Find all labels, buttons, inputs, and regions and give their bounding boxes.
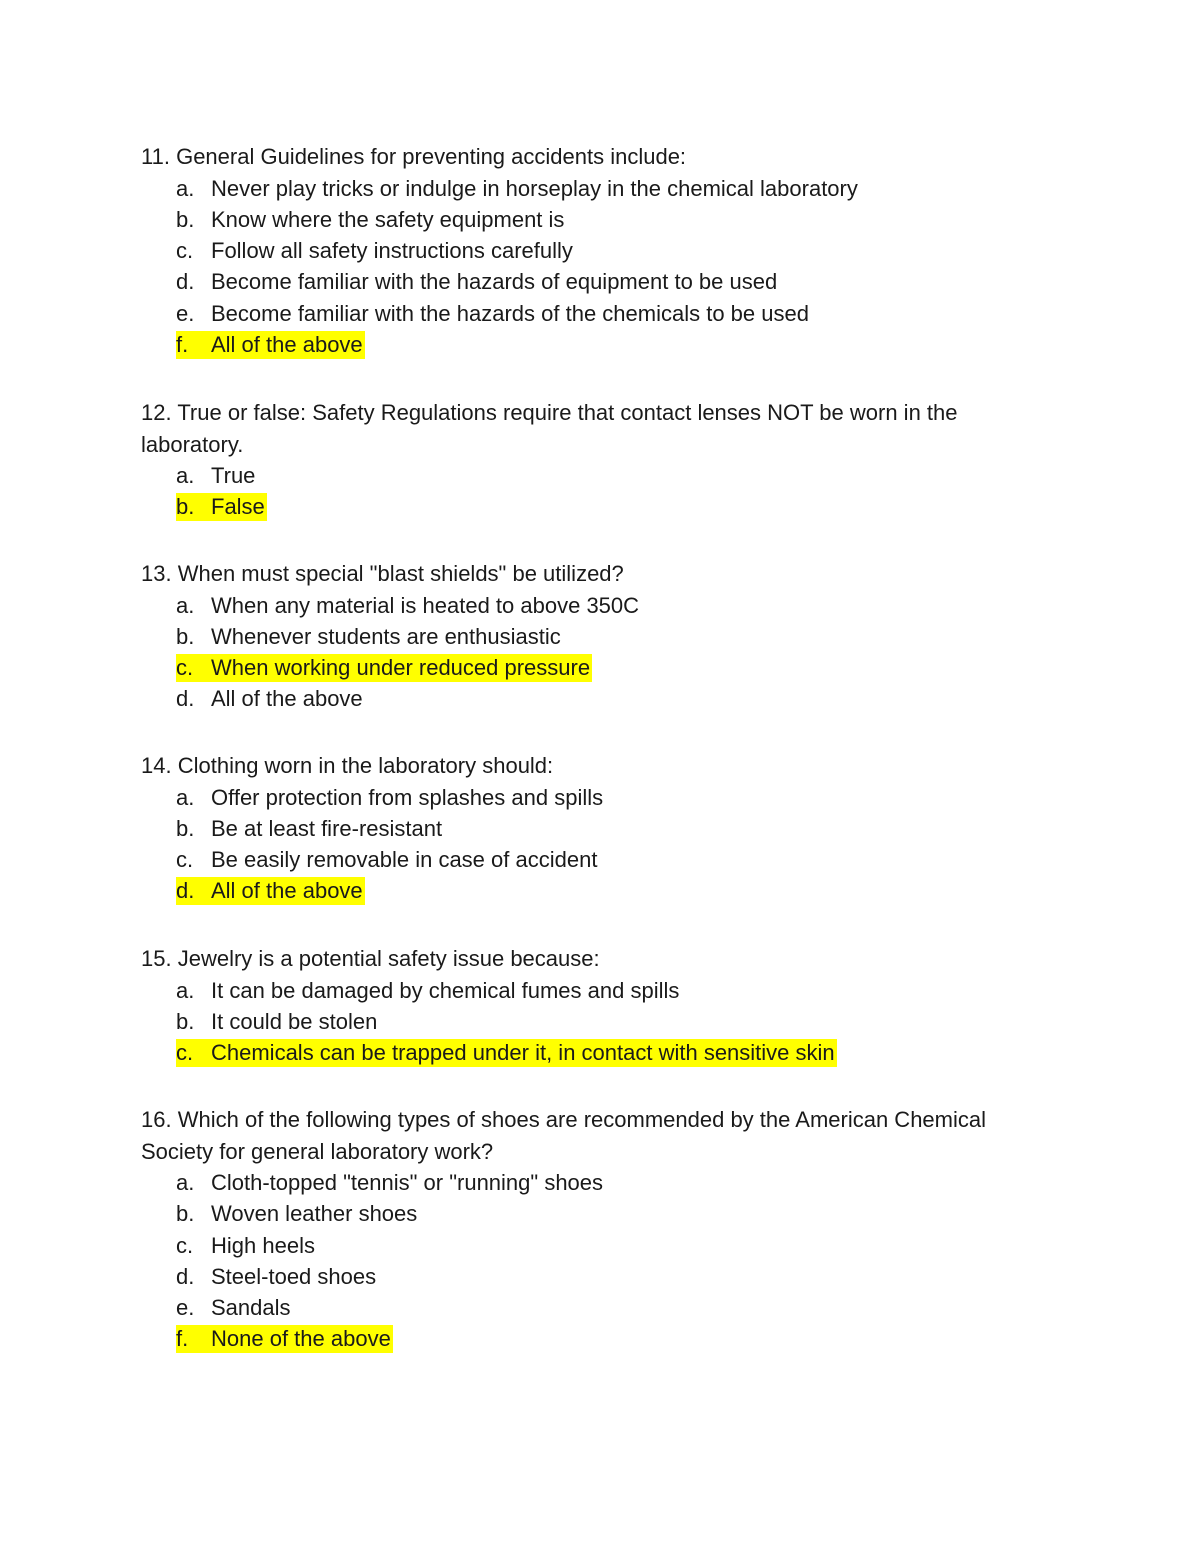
- option-text: High heels: [211, 1232, 315, 1258]
- question-prompt: General Guidelines for preventing accidents include:: [176, 144, 687, 169]
- answer-option: [141, 298, 1061, 329]
- answer-option: [141, 1261, 1061, 1292]
- option-text: All of the above: [211, 331, 363, 357]
- answer-line: [176, 237, 575, 265]
- answer-line: [176, 1294, 293, 1322]
- answer-line: [176, 846, 599, 874]
- answer-line: [176, 977, 681, 1005]
- question-prompt: When must special "blast shields" be utilized?: [177, 561, 624, 586]
- answer-highlight: [176, 877, 365, 905]
- option-text: Whenever students are enthusiastic: [211, 623, 561, 649]
- option-text: None of the above: [211, 1326, 391, 1352]
- answer-options: [141, 590, 1061, 715]
- option-text: Offer protection from splashes and spills: [211, 784, 604, 810]
- option-letter: c.: [176, 655, 194, 681]
- answer-line: [176, 1263, 378, 1291]
- answer-line: [176, 1008, 379, 1036]
- option-letter: c.: [176, 238, 194, 264]
- answer-option: [141, 782, 1061, 813]
- answer-option-highlighted: [141, 1323, 1061, 1354]
- option-text: Chemicals can be trapped under it, in contact with sensitive skin: [211, 1040, 835, 1066]
- answer-option: [141, 460, 1061, 491]
- option-letter: e.: [176, 1295, 195, 1321]
- option-text: Become familiar with the hazards of equipment to be used: [211, 269, 778, 295]
- option-text: When any material is heated to above 350C: [211, 592, 640, 618]
- option-text: Know where the safety equipment is: [211, 206, 565, 232]
- question-text: [141, 750, 1061, 782]
- option-letter: e.: [176, 300, 195, 326]
- answer-option: [141, 590, 1061, 621]
- answer-options: [141, 173, 1061, 361]
- question-number: 16.: [141, 1107, 172, 1132]
- option-letter: c.: [176, 847, 194, 873]
- answer-options: [141, 782, 1061, 907]
- question-number: 14.: [141, 753, 172, 778]
- option-text: All of the above: [211, 878, 363, 904]
- answer-option: [141, 1198, 1061, 1229]
- answer-highlight: [176, 331, 365, 359]
- option-text: It could be stolen: [211, 1008, 378, 1034]
- answer-option: [141, 235, 1061, 266]
- answer-line: [176, 1232, 317, 1260]
- question-13: [141, 558, 1061, 715]
- question-number: 11.: [141, 144, 170, 169]
- answer-option: [141, 1167, 1061, 1198]
- answer-option: [141, 1230, 1061, 1261]
- option-letter: b.: [176, 623, 195, 649]
- answer-highlight: [176, 654, 592, 682]
- question-12: [141, 397, 1061, 523]
- question-text: [141, 1104, 1061, 1167]
- option-letter: c.: [176, 1232, 194, 1258]
- answer-option: [141, 266, 1061, 297]
- question-15: [141, 943, 1061, 1068]
- question-11: [141, 141, 1061, 360]
- option-text: Steel-toed shoes: [211, 1263, 377, 1289]
- answer-options: [141, 460, 1061, 523]
- answer-line: [176, 592, 641, 620]
- option-text: Never play tricks or indulge in horseplay in the chemical laboratory: [211, 175, 858, 201]
- answer-options: [141, 975, 1061, 1069]
- option-letter: d.: [176, 269, 195, 295]
- answer-option: [141, 813, 1061, 844]
- option-text: All of the above: [211, 686, 363, 712]
- option-text: Be at least fire-resistant: [211, 815, 443, 841]
- answer-highlight: [176, 1039, 837, 1067]
- answer-line: [176, 1169, 605, 1197]
- answer-option-highlighted: [141, 1037, 1061, 1068]
- option-letter: d.: [176, 1263, 195, 1289]
- option-text: True: [211, 463, 256, 488]
- option-letter: d.: [176, 878, 195, 904]
- answer-option: [141, 173, 1061, 204]
- option-text: Be easily removable in case of accident: [211, 847, 598, 873]
- answer-line: [176, 623, 563, 651]
- answer-highlight: [176, 1325, 393, 1353]
- option-letter: a.: [176, 463, 195, 488]
- answer-option: [141, 844, 1061, 875]
- answer-line: [176, 268, 779, 296]
- answer-option-highlighted: [141, 329, 1061, 360]
- option-text: False: [211, 494, 265, 520]
- answer-line: [176, 300, 811, 328]
- question-number: 15.: [141, 946, 172, 971]
- answer-line: [176, 784, 605, 812]
- option-text: Follow all safety instructions carefully: [211, 238, 573, 264]
- question-number: 13.: [141, 561, 172, 586]
- answer-option: [141, 1292, 1061, 1323]
- option-text: Woven leather shoes: [211, 1201, 418, 1227]
- option-letter: b.: [176, 206, 195, 232]
- question-14: [141, 750, 1061, 907]
- option-text: It can be damaged by chemical fumes and spills: [211, 977, 680, 1003]
- option-letter: d.: [176, 686, 195, 712]
- answer-option: [141, 204, 1061, 235]
- option-letter: a.: [176, 175, 195, 201]
- question-text: [141, 943, 1061, 975]
- option-letter: a.: [176, 592, 195, 618]
- question-prompt: True or false: Safety Regulations require that contact lenses NOT be worn in the laboratory.: [141, 400, 958, 457]
- answer-line: [176, 462, 257, 490]
- answer-line: [176, 685, 365, 713]
- answer-option-highlighted: [141, 491, 1061, 522]
- option-text: When working under reduced pressure: [211, 655, 591, 681]
- option-letter: a.: [176, 784, 195, 810]
- option-letter: f.: [176, 331, 189, 357]
- answer-line: [176, 206, 566, 234]
- option-letter: c.: [176, 1040, 194, 1066]
- answer-line: [176, 815, 444, 843]
- answer-option: [141, 621, 1061, 652]
- option-text: Become familiar with the hazards of the chemicals to be used: [211, 300, 809, 326]
- answer-option: [141, 975, 1061, 1006]
- option-letter: b.: [176, 494, 195, 520]
- answer-options: [141, 1167, 1061, 1355]
- option-letter: f.: [176, 1326, 189, 1352]
- answer-highlight: [176, 493, 267, 521]
- answer-option: [141, 1006, 1061, 1037]
- option-letter: b.: [176, 1008, 195, 1034]
- option-letter: a.: [176, 977, 195, 1003]
- option-text: Sandals: [211, 1295, 291, 1321]
- option-letter: b.: [176, 1201, 195, 1227]
- question-number: 12.: [141, 400, 172, 425]
- question-prompt: Clothing worn in the laboratory should:: [177, 753, 554, 778]
- question-text: [141, 397, 1061, 460]
- question-prompt: Which of the following types of shoes are recommended by the American Chemical Society for general laboratory work?: [141, 1107, 987, 1164]
- answer-option: [141, 683, 1061, 714]
- question-16: [141, 1104, 1061, 1355]
- answer-line: [176, 1200, 419, 1228]
- question-text: [141, 141, 1061, 173]
- answer-option-highlighted: [141, 652, 1061, 683]
- option-text: Cloth-topped "tennis" or "running" shoes: [211, 1170, 604, 1195]
- option-letter: b.: [176, 815, 195, 841]
- question-text: [141, 558, 1061, 590]
- question-prompt: Jewelry is a potential safety issue because:: [177, 946, 600, 971]
- option-letter: a.: [176, 1170, 195, 1195]
- answer-line: [176, 175, 860, 203]
- answer-option-highlighted: [141, 875, 1061, 906]
